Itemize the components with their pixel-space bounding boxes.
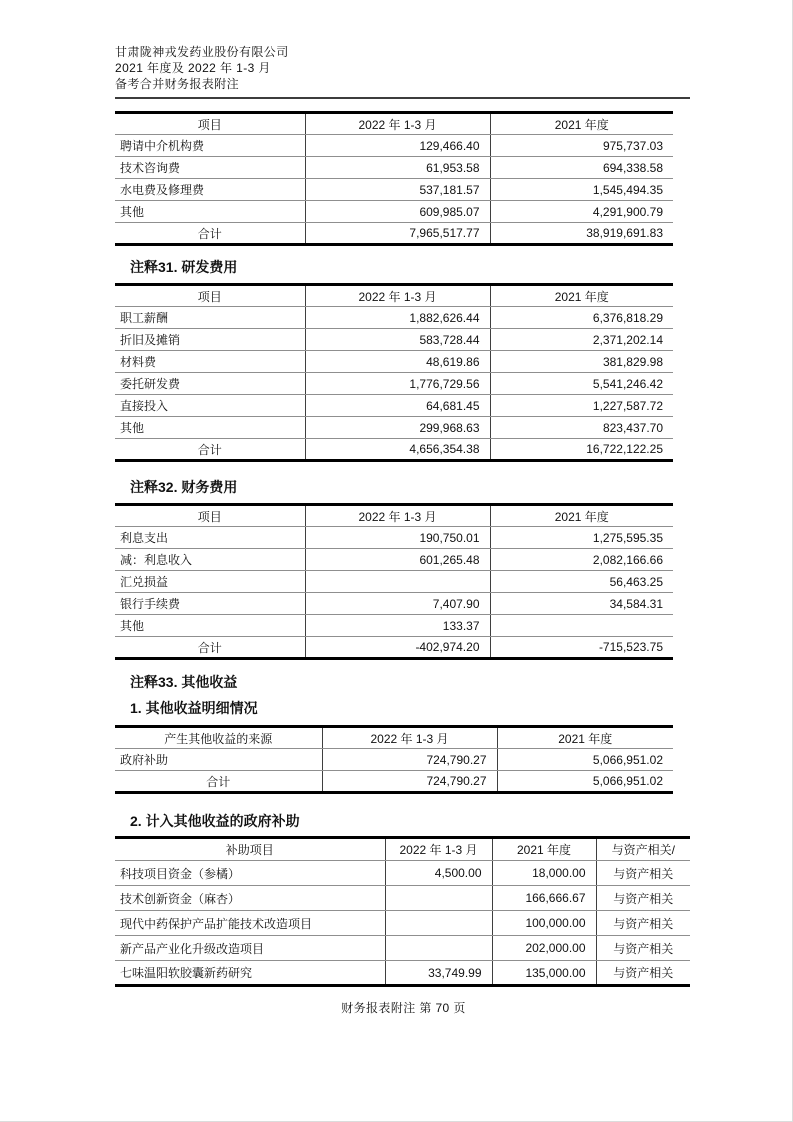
table-cell: 6,376,818.29 — [490, 307, 673, 329]
table-cell — [385, 886, 492, 911]
table-cell: 与资产相关 — [596, 911, 690, 936]
section-heading-note32: 注释32. 财务费用 — [130, 479, 238, 495]
table-row — [115, 329, 673, 351]
subsection-heading-gov-subsidy: 2. 计入其他收益的政府补助 — [130, 813, 300, 829]
table-cell: -715,523.75 — [490, 637, 673, 659]
report-period: 2021 年度及 2022 年 1-3 月 — [115, 61, 271, 75]
table-cell: 技术咨询费 — [115, 157, 305, 179]
table-header-row — [115, 285, 673, 307]
table-cell: 33,749.99 — [385, 961, 492, 986]
table-cell: 609,985.07 — [305, 201, 490, 223]
table-cell: 190,750.01 — [305, 527, 490, 549]
table-cell: 2,082,166.66 — [490, 549, 673, 571]
finance-expense-table — [115, 503, 673, 660]
table-cell: 5,066,951.02 — [497, 749, 673, 771]
table-header-row — [115, 838, 690, 861]
table-cell: 1,275,595.35 — [490, 527, 673, 549]
table-cell: 7,965,517.77 — [305, 223, 490, 245]
table-cell: 4,656,354.38 — [305, 439, 490, 461]
table-row — [115, 861, 690, 886]
admin-expense-detail-table — [115, 111, 673, 246]
table-cell: 1,227,587.72 — [490, 395, 673, 417]
table-cell: 技术创新资金（麻杏） — [115, 886, 385, 911]
table-cell: 4,291,900.79 — [490, 201, 673, 223]
column-header-cell: 2022 年 1-3 月 — [305, 285, 490, 307]
table-row — [115, 749, 673, 771]
table-row — [115, 615, 673, 637]
table-cell: 科技项目资金（参橘） — [115, 861, 385, 886]
table-row — [115, 373, 673, 395]
column-header-cell: 项目 — [115, 505, 305, 527]
table-cell: 823,437.70 — [490, 417, 673, 439]
table-cell: 其他 — [115, 417, 305, 439]
header-divider-line — [115, 97, 690, 99]
table-cell: 34,584.31 — [490, 593, 673, 615]
table-cell: 折旧及摊销 — [115, 329, 305, 351]
table-row — [115, 157, 673, 179]
column-header-cell: 与资产相关/ — [596, 838, 690, 861]
report-title: 备考合并财务报表附注 — [115, 77, 240, 91]
column-header-cell: 2021 年度 — [490, 505, 673, 527]
table-header-row — [115, 113, 673, 135]
table-row — [115, 439, 673, 461]
table-cell — [385, 936, 492, 961]
document-header — [0, 0, 792, 92]
table-cell: 583,728.44 — [305, 329, 490, 351]
table-cell: 职工薪酬 — [115, 307, 305, 329]
column-header-cell: 2021 年度 — [490, 285, 673, 307]
gov-subsidy-table — [115, 836, 690, 987]
table-cell: 政府补助 — [115, 749, 322, 771]
table-cell: 1,882,626.44 — [305, 307, 490, 329]
table-row — [115, 911, 690, 936]
section-heading-note33: 注释33. 其他收益 — [130, 674, 238, 690]
table-cell: 724,790.27 — [322, 771, 497, 793]
table-cell: 与资产相关 — [596, 886, 690, 911]
table-cell: 133.37 — [305, 615, 490, 637]
table-cell: 合计 — [115, 223, 305, 245]
column-header-cell: 2022 年 1-3 月 — [305, 113, 490, 135]
table-cell: 129,466.40 — [305, 135, 490, 157]
table-cell: 166,666.67 — [492, 886, 596, 911]
table-cell: 975,737.03 — [490, 135, 673, 157]
column-header-cell: 2022 年 1-3 月 — [322, 727, 497, 749]
section-heading-note31: 注释31. 研发费用 — [130, 259, 238, 275]
column-header-cell: 2022 年 1-3 月 — [385, 838, 492, 861]
column-header-cell: 项目 — [115, 285, 305, 307]
table-row — [115, 936, 690, 961]
table-cell: 汇兑损益 — [115, 571, 305, 593]
table-cell: -402,974.20 — [305, 637, 490, 659]
table-cell: 七味温阳软胶囊新药研究 — [115, 961, 385, 986]
table-cell: 135,000.00 — [492, 961, 596, 986]
table-cell: 1,545,494.35 — [490, 179, 673, 201]
column-header-cell: 2022 年 1-3 月 — [305, 505, 490, 527]
table-cell: 16,722,122.25 — [490, 439, 673, 461]
table-cell: 聘请中介机构费 — [115, 135, 305, 157]
table-cell: 61,953.58 — [305, 157, 490, 179]
column-header-cell: 2021 年度 — [497, 727, 673, 749]
table-cell: 新产品产业化升级改造项目 — [115, 936, 385, 961]
other-income-table — [115, 725, 673, 794]
table-cell: 银行手续费 — [115, 593, 305, 615]
column-header-cell: 补助项目 — [115, 838, 385, 861]
table-cell: 合计 — [115, 771, 322, 793]
table-row — [115, 395, 673, 417]
table-row — [115, 771, 673, 793]
table-cell: 减：利息收入 — [115, 549, 305, 571]
table-cell: 724,790.27 — [322, 749, 497, 771]
company-name: 甘肃陇神戎发药业股份有限公司 — [115, 45, 289, 59]
table-cell: 直接投入 — [115, 395, 305, 417]
table-cell: 299,968.63 — [305, 417, 490, 439]
column-header-cell: 项目 — [115, 113, 305, 135]
table-cell: 202,000.00 — [492, 936, 596, 961]
table-row — [115, 307, 673, 329]
table-row — [115, 351, 673, 373]
table-row — [115, 961, 690, 986]
table-cell: 其他 — [115, 201, 305, 223]
table-cell: 利息支出 — [115, 527, 305, 549]
table-header-row — [115, 505, 673, 527]
table-cell: 与资产相关 — [596, 936, 690, 961]
table-row — [115, 549, 673, 571]
column-header-cell: 2021 年度 — [490, 113, 673, 135]
table-cell: 38,919,691.83 — [490, 223, 673, 245]
table-cell: 18,000.00 — [492, 861, 596, 886]
table-cell: 601,265.48 — [305, 549, 490, 571]
page-footer: 财务报表附注 第 70 页 — [341, 1001, 466, 1015]
table-cell: 合计 — [115, 439, 305, 461]
table-cell: 5,066,951.02 — [497, 771, 673, 793]
table-row — [115, 135, 673, 157]
table-cell: 56,463.25 — [490, 571, 673, 593]
table-cell: 合计 — [115, 637, 305, 659]
table-cell: 委托研发费 — [115, 373, 305, 395]
table-cell: 7,407.90 — [305, 593, 490, 615]
table-cell: 其他 — [115, 615, 305, 637]
table-row — [115, 637, 673, 659]
column-header-cell: 2021 年度 — [492, 838, 596, 861]
table-cell: 2,371,202.14 — [490, 329, 673, 351]
column-header-cell: 产生其他收益的来源 — [115, 727, 322, 749]
table-cell: 1,776,729.56 — [305, 373, 490, 395]
subsection-heading-other-income-detail: 1. 其他收益明细情况 — [130, 700, 258, 716]
table-cell — [305, 571, 490, 593]
table-cell: 537,181.57 — [305, 179, 490, 201]
table-row — [115, 223, 673, 245]
table-cell: 4,500.00 — [385, 861, 492, 886]
table-row — [115, 179, 673, 201]
table-row — [115, 571, 673, 593]
table-cell: 48,619.86 — [305, 351, 490, 373]
table-header-row — [115, 727, 673, 749]
table-row — [115, 886, 690, 911]
table-cell: 381,829.98 — [490, 351, 673, 373]
rd-expense-table — [115, 283, 673, 462]
table-cell: 与资产相关 — [596, 861, 690, 886]
table-cell: 水电费及修理费 — [115, 179, 305, 201]
table-cell: 694,338.58 — [490, 157, 673, 179]
table-row — [115, 417, 673, 439]
table-cell: 100,000.00 — [492, 911, 596, 936]
table-cell — [385, 911, 492, 936]
table-cell: 材料费 — [115, 351, 305, 373]
table-cell: 现代中药保护产品扩能技术改造项目 — [115, 911, 385, 936]
table-row — [115, 201, 673, 223]
table-cell: 64,681.45 — [305, 395, 490, 417]
table-row — [115, 593, 673, 615]
table-cell: 5,541,246.42 — [490, 373, 673, 395]
table-cell — [490, 615, 673, 637]
table-row — [115, 527, 673, 549]
table-cell: 与资产相关 — [596, 961, 690, 986]
